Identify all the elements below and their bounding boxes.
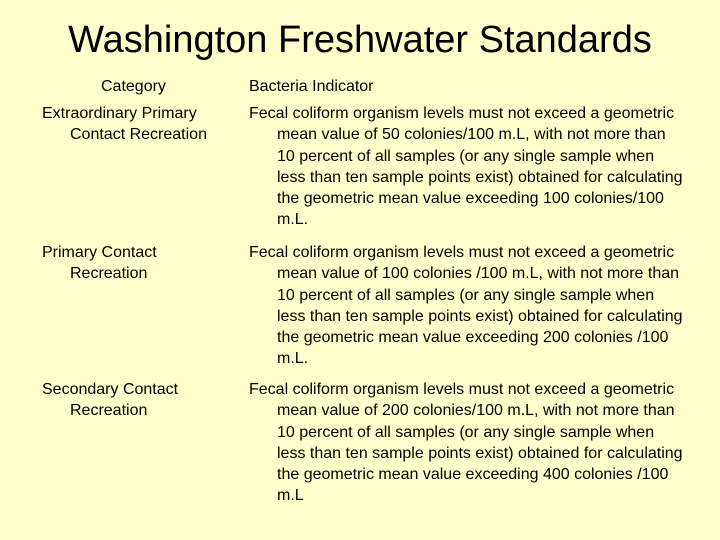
category-line-1: Primary Contact (42, 244, 157, 261)
category-line-2: Recreation (70, 402, 148, 419)
category-cell (42, 242, 242, 284)
page-title: Washington Freshwater Standards (68, 19, 652, 61)
indicator-cell: Fecal coliform organism levels must not exceed a geometric mean value of 200 colonies/100 m.L, with not more than 10 percent of all samples (or any single sample when less than ten sample points exist) obtained for calculating the geometric mean value exceeding 400 colonies /100 m.L (249, 381, 683, 505)
category-line-2: Recreation (70, 265, 148, 282)
category-cell (42, 379, 242, 421)
category-column-header: Category (101, 78, 166, 95)
indicator-cell: Fecal coliform organism levels must not exceed a geometric mean value of 50 colonies/100 m.L, with not more than 10 percent of all samples (or any single sample when less than ten sample points exist) obtained for calculating the geometric mean value exceeding 100 colonies/100 m.L. (249, 105, 683, 229)
category-line-1: Secondary Contact (42, 381, 179, 398)
indicator-cell: Fecal coliform organism levels must not exceed a geometric mean value of 100 colonies /100 m.L, with not more than 10 percent of all samples (or any single sample when less than ten sample points exist) obtained for calculating the geometric mean value exceeding 200 colonies /100 m.L. (249, 244, 683, 368)
category-line-1: Extraordinary Primary (42, 105, 197, 122)
indicator-column-header: Bacteria Indicator (249, 78, 374, 95)
category-line-2: Contact Recreation (70, 126, 207, 143)
category-cell (42, 103, 242, 145)
